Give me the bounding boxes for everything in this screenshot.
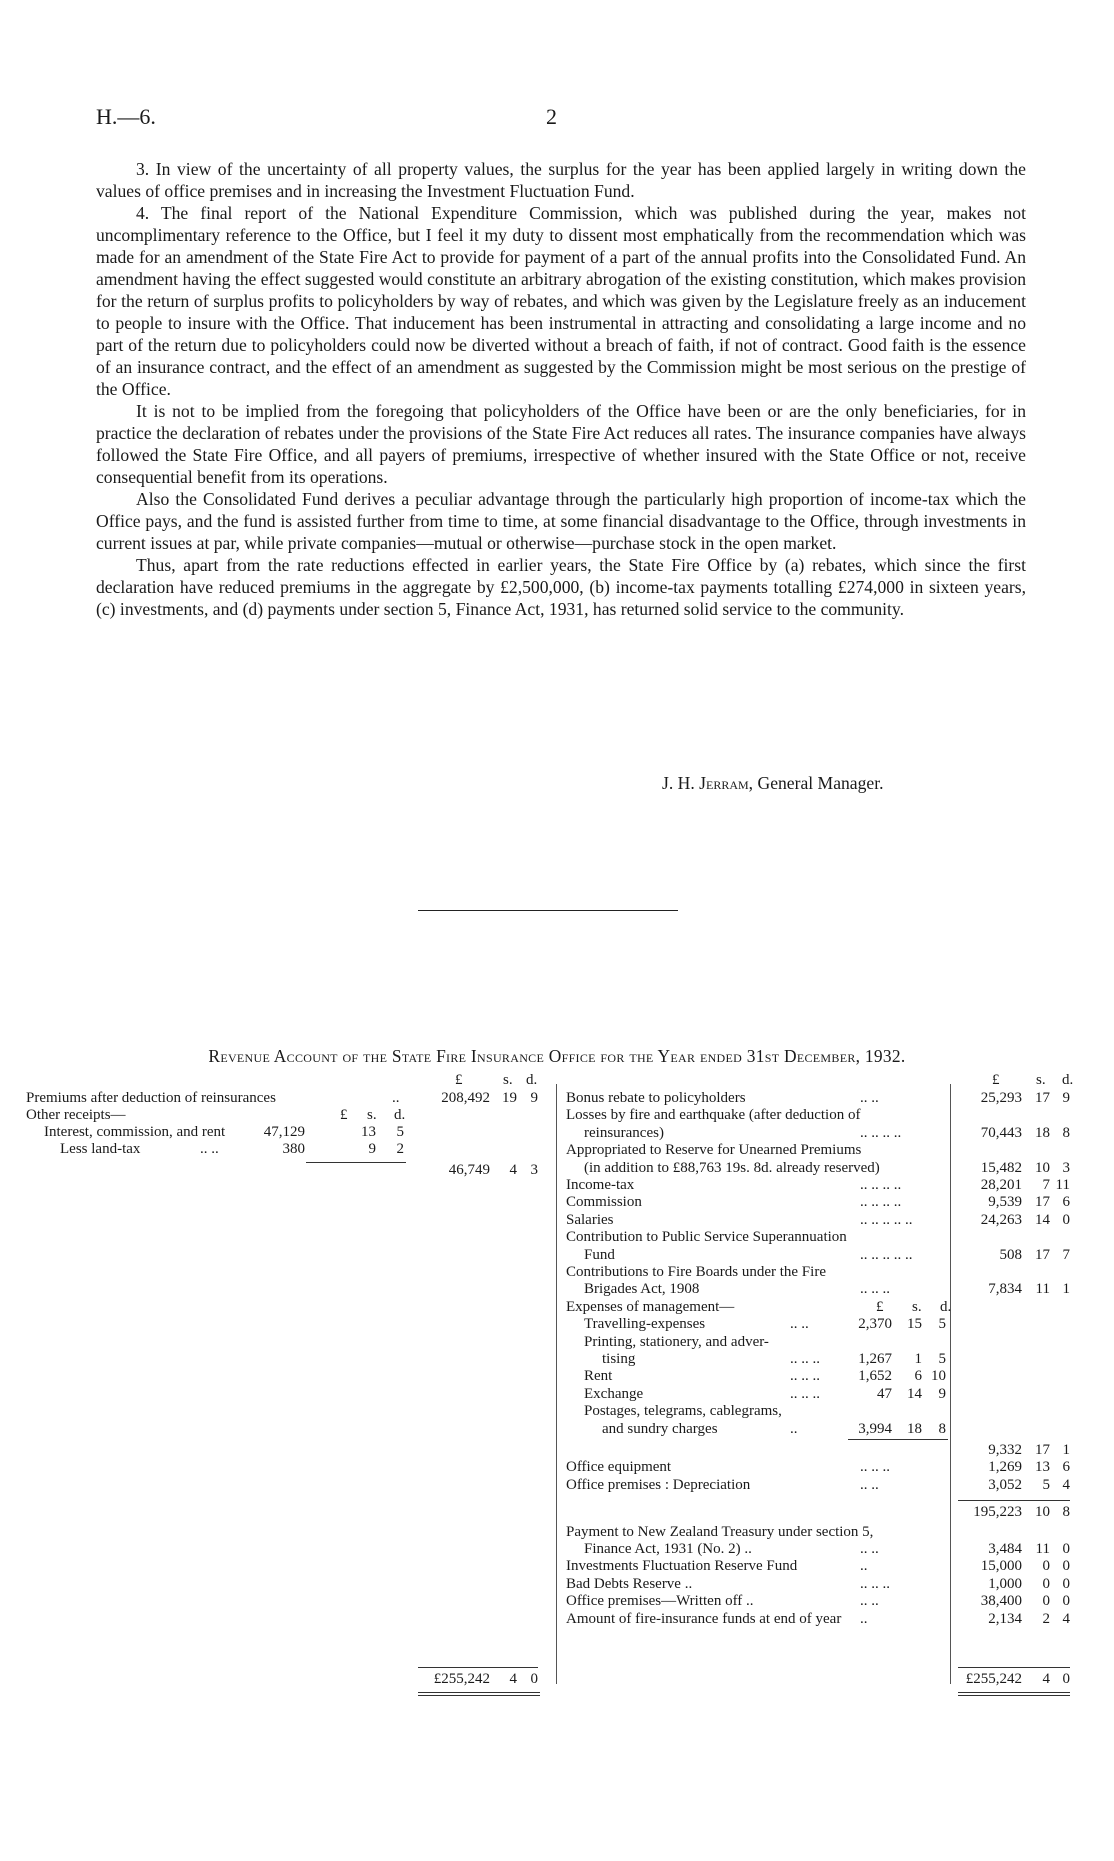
page-number: 2 xyxy=(546,104,557,129)
premiums-shillings: 19 xyxy=(502,1090,517,1106)
entry-pence: 7 xyxy=(1062,1246,1070,1263)
row-label: tising xyxy=(602,1351,636,1367)
account-title: Revenue Account of the State Fire Insurance Office for the Year ended 31st December, 1932. xyxy=(208,1046,906,1066)
row-label: Office premises—Written off .. xyxy=(566,1593,754,1610)
right-total-pounds: £255,242 xyxy=(965,1671,1022,1687)
land-tax-pence: 2 xyxy=(396,1141,404,1157)
row-label: Bonus rebate to policyholders xyxy=(566,1090,746,1106)
entry-pounds: 15,482 xyxy=(980,1159,1022,1176)
leader-dots: .. .. .. xyxy=(860,1575,890,1592)
entry-pence: 3 xyxy=(1062,1159,1070,1176)
paragraph: It is not to be implied from the foregoing that policyholders of the Office have been or are the only beneficiaries, for in practice the declaration of rebates under the provisions of the State Fire Act reduces all rates. The insurance companies have always followed the State Fire Office, and all payers of premiums, irrespective of whether insured with the State Office or not, receive consequential benefit from its operations. xyxy=(96,401,1026,487)
currency-header-pence: d. xyxy=(1062,1072,1074,1088)
row-label: Rent xyxy=(584,1368,613,1385)
currency-header-pence: d. xyxy=(940,1298,952,1315)
paragraph: Thus, apart from the rate reductions effected in earlier years, the State Fire Office by (a) rebates, which since the first declaration have reduced premiums in the aggregate by £2,500,000, (b) income-tax payments totalling £274,000 in sixteen years, (c) investments, and (d) payments under section 5, Finance Act, 1931, has returned solid service to the community. xyxy=(96,555,1026,619)
entry-pence: 4 xyxy=(1062,1476,1070,1493)
leader-dots: .. xyxy=(860,1558,868,1575)
sum-rule xyxy=(418,1667,538,1668)
leader-dots: .. .. xyxy=(860,1541,879,1557)
right-total-shillings: 4 xyxy=(1042,1671,1050,1687)
row-label: Interest, commission, and rent xyxy=(44,1124,226,1140)
entry-pence: 11 xyxy=(1055,1177,1070,1193)
entry-pounds: 70,443 xyxy=(980,1124,1022,1141)
interest-pounds: 47,129 xyxy=(263,1124,305,1140)
expense-item-pence: 5 xyxy=(938,1351,946,1367)
row-label: Exchange xyxy=(584,1385,644,1402)
signatory-title: General Manager. xyxy=(757,773,884,793)
leader-dots: .. xyxy=(790,1420,798,1437)
entry-shillings: 10 xyxy=(1035,1159,1050,1176)
entry-pence: 6 xyxy=(1062,1194,1070,1211)
entry-pounds: 38,400 xyxy=(980,1593,1022,1610)
expense-item-pounds: 3,994 xyxy=(858,1420,892,1437)
leader-dots: .. xyxy=(392,1090,400,1106)
currency-header-pounds: £ xyxy=(455,1072,463,1088)
row-label: Contribution to Public Service Superannuation xyxy=(566,1229,847,1246)
row-label: Expenses of management— xyxy=(566,1298,735,1315)
row-label: Finance Act, 1931 (No. 2) .. xyxy=(584,1541,752,1557)
other-receipts-net-pence: 3 xyxy=(530,1162,538,1178)
entry-pounds: 15,000 xyxy=(980,1558,1022,1575)
right-total-pence: 0 xyxy=(1062,1671,1070,1687)
expenses-total-shillings: 17 xyxy=(1035,1442,1050,1458)
entry-pounds: 25,293 xyxy=(980,1090,1022,1106)
leader-dots: .. xyxy=(860,1610,868,1627)
entry-shillings: 14 xyxy=(1035,1211,1050,1228)
entry-pence: 0 xyxy=(1062,1541,1070,1557)
leader-dots: .. .. xyxy=(860,1593,879,1610)
row-label: Payment to New Zealand Treasury under section 5, xyxy=(566,1523,874,1540)
entry-pence: 9 xyxy=(1062,1090,1070,1106)
total-double-rule xyxy=(958,1692,1070,1696)
expense-item-shillings: 1 xyxy=(914,1351,922,1367)
interest-pence: 5 xyxy=(396,1124,404,1140)
entry-pence: 6 xyxy=(1062,1459,1070,1476)
leader-dots: .. .. .. xyxy=(790,1385,820,1402)
expense-item-pence: 9 xyxy=(938,1385,946,1402)
entry-pence: 0 xyxy=(1062,1575,1070,1592)
row-label: Income-tax xyxy=(566,1177,635,1193)
entry-shillings: 5 xyxy=(1042,1476,1050,1493)
left-total-pence: 0 xyxy=(530,1671,538,1687)
entry-pence: 0 xyxy=(1062,1558,1070,1575)
paragraph: 3. In view of the uncertainty of all property values, the surplus for the year has been applied largely in writing down the values of office premises and in increasing the Investment Fluctuation Fund. xyxy=(96,159,1026,201)
entry-pounds: 1,000 xyxy=(988,1575,1022,1592)
row-label: Postages, telegrams, cablegrams, xyxy=(584,1403,782,1420)
leader-dots: .. .. .. xyxy=(790,1368,820,1385)
leader-dots: .. .. .. .. xyxy=(860,1124,902,1141)
row-label: Travelling-expenses xyxy=(584,1316,706,1333)
paragraph: Also the Consolidated Fund derives a peculiar advantage through the particularly high proportion of income-tax which the Office pays, and the fund is assisted further from time to time, at some financial disadvantage to the Office, through investments in current issues at par, while private companies—mutual or otherwise—purchase stock in the open market. xyxy=(96,489,1026,553)
leader-dots: .. .. xyxy=(860,1476,879,1493)
entry-shillings: 0 xyxy=(1042,1593,1050,1610)
expense-item-shillings: 18 xyxy=(907,1420,922,1437)
currency-header-pounds: £ xyxy=(992,1072,1000,1088)
row-label: Brigades Act, 1908 xyxy=(584,1281,700,1298)
sum-rule xyxy=(848,1439,948,1440)
entry-pounds: 2,134 xyxy=(988,1610,1022,1627)
leader-dots: .. .. xyxy=(860,1090,879,1106)
entry-pounds: 1,269 xyxy=(988,1459,1022,1476)
document-reference: H.—6. xyxy=(96,104,156,129)
entry-pounds: 7,834 xyxy=(988,1281,1022,1298)
expense-item-pounds: 47 xyxy=(877,1385,892,1402)
entry-pence: 1 xyxy=(1062,1281,1070,1298)
leader-dots: .. .. .. xyxy=(860,1281,890,1298)
entry-shillings: 2 xyxy=(1042,1610,1050,1627)
currency-header-shillings: s. xyxy=(503,1072,513,1088)
premiums-pence: 9 xyxy=(530,1090,538,1106)
expense-item-pounds: 1,267 xyxy=(858,1351,892,1367)
expenses-total-pounds: 9,332 xyxy=(988,1442,1022,1458)
row-label: Investments Fluctuation Reserve Fund xyxy=(566,1558,798,1575)
left-total-shillings: 4 xyxy=(509,1671,517,1687)
currency-header-shillings: s. xyxy=(912,1298,922,1315)
currency-header-shillings: s. xyxy=(1036,1072,1046,1088)
entry-pence: 8 xyxy=(1062,1124,1070,1141)
entry-pence: 0 xyxy=(1062,1211,1070,1228)
row-label: Other receipts— xyxy=(26,1107,126,1123)
premiums-pounds: 208,492 xyxy=(441,1090,490,1106)
expense-item-shillings: 6 xyxy=(914,1368,922,1385)
leader-dots: .. .. .. .. xyxy=(860,1194,902,1211)
row-label: Fund xyxy=(584,1246,615,1263)
entry-pounds: 3,484 xyxy=(988,1541,1022,1557)
row-label: Bad Debts Reserve .. xyxy=(566,1575,693,1592)
currency-header-pence: d. xyxy=(394,1107,406,1123)
expense-item-shillings: 14 xyxy=(907,1385,922,1402)
entry-pounds: 28,201 xyxy=(980,1177,1022,1193)
left-total-pounds: £255,242 xyxy=(433,1671,490,1687)
total-double-rule xyxy=(418,1692,540,1696)
land-tax-pounds: 380 xyxy=(282,1141,305,1157)
currency-header-pence: d. xyxy=(526,1072,538,1088)
expense-item-pounds: 2,370 xyxy=(858,1316,892,1333)
entry-shillings: 13 xyxy=(1035,1459,1050,1476)
entry-pounds: 9,539 xyxy=(988,1194,1022,1211)
leader-dots: .. .. .. .. xyxy=(860,1177,902,1193)
row-label: Commission xyxy=(566,1194,642,1211)
entry-shillings: 11 xyxy=(1035,1541,1050,1557)
leader-dots: .. .. .. xyxy=(790,1351,820,1367)
row-label: Office premises : Depreciation xyxy=(566,1476,751,1493)
other-receipts-net-shillings: 4 xyxy=(509,1162,517,1178)
other-receipts-net-pounds: 46,749 xyxy=(448,1162,490,1178)
entry-pence: 0 xyxy=(1062,1593,1070,1610)
entry-shillings: 17 xyxy=(1035,1246,1050,1263)
leader-dots: .. .. .. .. .. xyxy=(860,1211,913,1228)
sum-rule xyxy=(958,1500,1070,1501)
row-label: Appropriated to Reserve for Unearned Premiums xyxy=(566,1142,862,1159)
row-label: Salaries xyxy=(566,1211,614,1228)
row-label: Less land-tax xyxy=(60,1141,141,1157)
currency-header-pounds: £ xyxy=(876,1298,884,1315)
leader-dots: .. .. .. xyxy=(860,1459,890,1476)
row-label: (in addition to £88,763 19s. 8d. already reserved) xyxy=(584,1159,880,1176)
expense-item-shillings: 15 xyxy=(907,1316,922,1333)
leader-dots: .. .. xyxy=(790,1316,809,1333)
interest-shillings: 13 xyxy=(361,1124,376,1140)
paragraph: 4. The final report of the National Expenditure Commission, which was published during the year, makes not uncomplimentary reference to the Office, but I feel it my duty to dissent most emphatically from the recommendation which was made for an amendment of the State Fire Act to provide for payment of a part of the annual profits into the Consolidated Fund. An amendment having the effect suggested would constitute an arbitrary abrogation of the existing constitution, which makes provision for the return of surplus profits to policyholders by way of rebates, and which was given by the Legislature freely as an inducement to people to insure with the Office. That inducement has been instrumental in attracting and consolidating a large income and no part of the return due to policyholders could now be diverted without a breach of faith, if not of contract. Good faith is the essence of an insurance contract, and the effect of an amendment as suggested by the Commission might be most serious on the prestige of the Office. xyxy=(96,203,1026,399)
entry-shillings: 11 xyxy=(1035,1281,1050,1298)
leader-dots: .. .. xyxy=(200,1141,219,1157)
entry-shillings: 0 xyxy=(1042,1575,1050,1592)
row-label: Office equipment xyxy=(566,1459,672,1476)
entry-shillings: 0 xyxy=(1042,1558,1050,1575)
entry-shillings: 18 xyxy=(1035,1124,1050,1141)
subtotal-pounds: 195,223 xyxy=(973,1504,1022,1521)
entry-pounds: 3,052 xyxy=(988,1476,1022,1493)
row-label: Amount of fire-insurance funds at end of year xyxy=(566,1610,842,1627)
entry-pounds: 24,263 xyxy=(980,1211,1022,1228)
row-label: Premiums after deduction of reinsurances xyxy=(26,1090,276,1106)
row-label: Printing, stationery, and adver- xyxy=(584,1333,769,1350)
currency-header-pounds: £ xyxy=(340,1107,348,1123)
expense-item-pence: 5 xyxy=(938,1316,946,1333)
currency-header-shillings: s. xyxy=(367,1107,377,1123)
row-label: and sundry charges xyxy=(602,1420,718,1437)
entry-shillings: 7 xyxy=(1042,1177,1050,1193)
subtotal-pence: 8 xyxy=(1062,1504,1070,1521)
entry-shillings: 17 xyxy=(1035,1090,1050,1106)
expense-item-pence: 8 xyxy=(938,1420,946,1437)
expenses-total-pence: 1 xyxy=(1062,1442,1070,1458)
sum-rule xyxy=(958,1667,1070,1668)
leader-dots: .. .. .. .. .. xyxy=(860,1246,913,1263)
row-label: Contributions to Fire Boards under the Fire xyxy=(566,1264,826,1280)
entry-pounds: 508 xyxy=(999,1246,1022,1263)
row-label: reinsurances) xyxy=(584,1124,664,1141)
land-tax-shillings: 9 xyxy=(368,1141,376,1157)
row-label: Losses by fire and earthquake (after deduction of xyxy=(566,1107,861,1124)
entry-pence: 4 xyxy=(1062,1610,1070,1627)
signatory-name: J. H. Jerram, xyxy=(662,773,754,793)
expense-item-pence: 10 xyxy=(931,1368,946,1385)
entry-shillings: 17 xyxy=(1035,1194,1050,1211)
expense-item-pounds: 1,652 xyxy=(858,1368,892,1385)
subtotal-shillings: 10 xyxy=(1035,1504,1050,1521)
